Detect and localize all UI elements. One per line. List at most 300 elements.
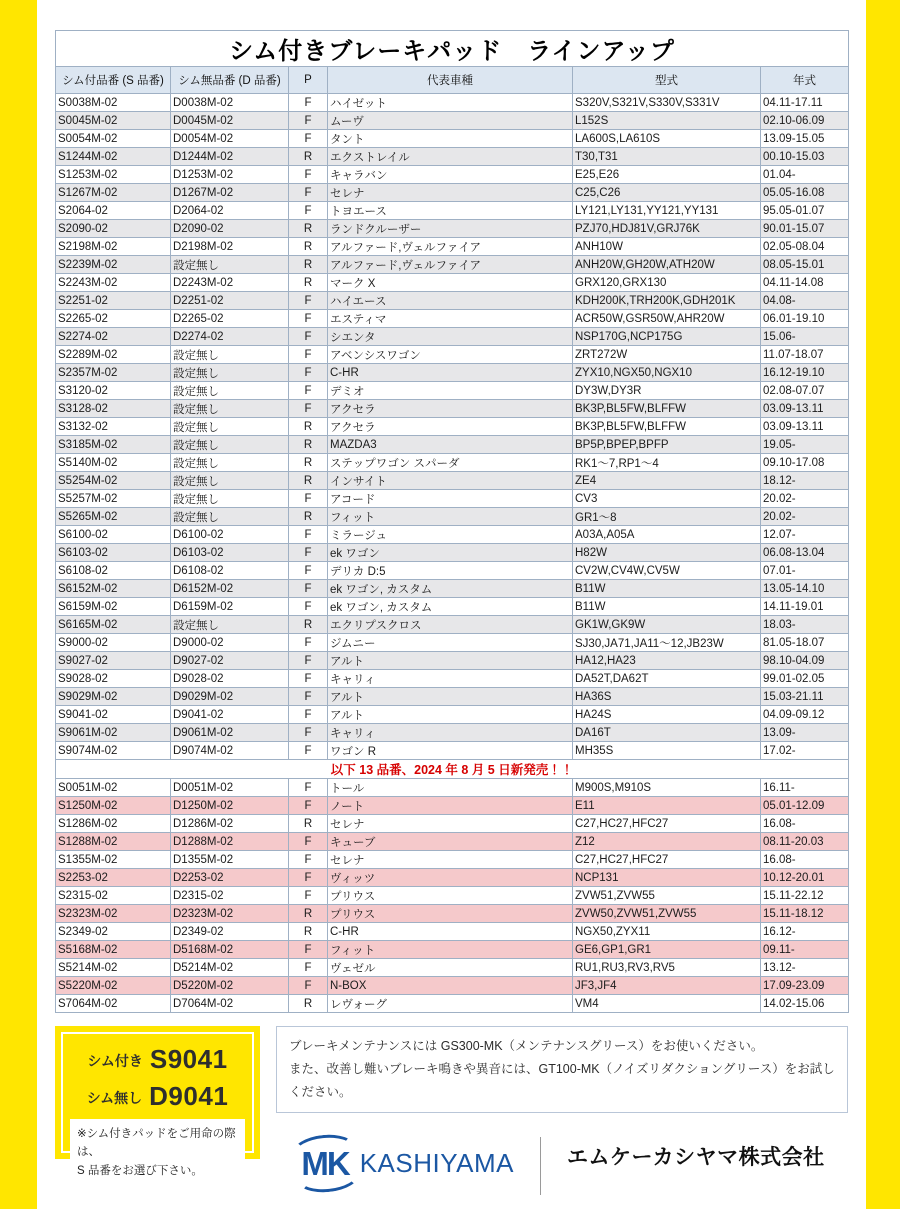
cell-position: F — [289, 869, 328, 887]
cell-model: フィット — [328, 508, 573, 526]
cell-position: R — [289, 238, 328, 256]
cell-position: R — [289, 508, 328, 526]
mk-logo-icon — [299, 1145, 350, 1183]
cell-year: 01.04- — [761, 166, 849, 184]
cell-d-part: D9029M-02 — [171, 688, 289, 706]
cell-year: 05.05-16.08 — [761, 184, 849, 202]
cell-position: F — [289, 184, 328, 202]
shim-with-label: シム付き — [87, 1053, 143, 1069]
cell-s-part: S2265-02 — [56, 310, 171, 328]
cell-s-part: S6103-02 — [56, 544, 171, 562]
footer-right-column — [276, 1026, 848, 1195]
cell-year: 09.10-17.08 — [761, 454, 849, 472]
cell-position: F — [289, 833, 328, 851]
col-header-position: P — [289, 67, 328, 94]
cell-s-part: S5140M-02 — [56, 454, 171, 472]
table-row — [56, 562, 849, 580]
cell-model: C-HR — [328, 923, 573, 941]
cell-model: ヴェゼル — [328, 959, 573, 977]
table-row — [56, 202, 849, 220]
cell-d-part: 設定無し — [171, 472, 289, 490]
title-row — [56, 31, 849, 67]
cell-model: エクリプスクロス — [328, 616, 573, 634]
cell-year: 08.05-15.01 — [761, 256, 849, 274]
cell-year: 15.11-18.12 — [761, 905, 849, 923]
cell-position: R — [289, 256, 328, 274]
cell-s-part: S9028-02 — [56, 670, 171, 688]
table-row — [56, 508, 849, 526]
lineup-table — [55, 30, 849, 1013]
cell-type: DY3W,DY3R — [573, 382, 761, 400]
grease-info-line1: ブレーキメンテナンスには GS300-MK（メンテナンスグリース）をお使いください。 — [289, 1039, 764, 1053]
cell-year: 20.02- — [761, 490, 849, 508]
cell-d-part: D5214M-02 — [171, 959, 289, 977]
cell-type: JF3,JF4 — [573, 977, 761, 995]
cell-year: 90.01-15.07 — [761, 220, 849, 238]
cell-position: F — [289, 634, 328, 652]
cell-d-part: D9074M-02 — [171, 742, 289, 760]
cell-model: トヨエース — [328, 202, 573, 220]
table-row — [56, 166, 849, 184]
cell-model: デミオ — [328, 382, 573, 400]
cell-s-part: S3128-02 — [56, 400, 171, 418]
cell-model: ヴィッツ — [328, 869, 573, 887]
table-row — [56, 815, 849, 833]
cell-type: ZVW50,ZVW51,ZVW55 — [573, 905, 761, 923]
table-row — [56, 724, 849, 742]
table-row — [56, 526, 849, 544]
table-row — [56, 292, 849, 310]
cell-type: ANH10W — [573, 238, 761, 256]
cell-year: 14.11-19.01 — [761, 598, 849, 616]
cell-model: ハイエース — [328, 292, 573, 310]
cell-position: F — [289, 706, 328, 724]
cell-position: F — [289, 652, 328, 670]
cell-type: B11W — [573, 580, 761, 598]
cell-model: キャリィ — [328, 724, 573, 742]
cell-s-part: S5220M-02 — [56, 977, 171, 995]
cell-d-part: D2198M-02 — [171, 238, 289, 256]
cell-s-part: S2323M-02 — [56, 905, 171, 923]
table-row — [56, 977, 849, 995]
cell-model: トール — [328, 779, 573, 797]
cell-d-part: D9028-02 — [171, 670, 289, 688]
cell-type: BP5P,BPEP,BPFP — [573, 436, 761, 454]
cell-year: 08.11-20.03 — [761, 833, 849, 851]
cell-type: Z12 — [573, 833, 761, 851]
cell-s-part: S2064-02 — [56, 202, 171, 220]
order-note-line1: ※シム付きパッドをご用命の際は、 — [77, 1128, 236, 1159]
cell-d-part: D9027-02 — [171, 652, 289, 670]
page-title: シム付きブレーキパッド ラインアップ — [56, 31, 849, 67]
cell-model: マーク X — [328, 274, 573, 292]
cell-position: F — [289, 580, 328, 598]
cell-s-part: S1286M-02 — [56, 815, 171, 833]
table-row — [56, 652, 849, 670]
cell-d-part: 設定無し — [171, 346, 289, 364]
cell-model: ミラージュ — [328, 526, 573, 544]
cell-type: LA600S,LA610S — [573, 130, 761, 148]
cell-type: ACR50W,GSR50W,AHR20W — [573, 310, 761, 328]
cell-d-part: D2315-02 — [171, 887, 289, 905]
cell-s-part: S5254M-02 — [56, 472, 171, 490]
cell-s-part: S6152M-02 — [56, 580, 171, 598]
cell-model: セレナ — [328, 851, 573, 869]
cell-model: ランドクルーザー — [328, 220, 573, 238]
cell-model: ジムニー — [328, 634, 573, 652]
shim-without-part-number: D9041 — [149, 1081, 229, 1111]
cell-d-part: D0045M-02 — [171, 112, 289, 130]
cell-model: デリカ D:5 — [328, 562, 573, 580]
cell-year: 81.05-18.07 — [761, 634, 849, 652]
cell-year: 04.09-09.12 — [761, 706, 849, 724]
cell-position: F — [289, 490, 328, 508]
table-row — [56, 742, 849, 760]
cell-s-part: S2349-02 — [56, 923, 171, 941]
cell-year: 98.10-04.09 — [761, 652, 849, 670]
cell-model: シエンタ — [328, 328, 573, 346]
cell-position: F — [289, 382, 328, 400]
table-body-main — [56, 94, 849, 760]
cell-year: 03.09-13.11 — [761, 418, 849, 436]
table-header-row — [56, 67, 849, 94]
cell-d-part: D2090-02 — [171, 220, 289, 238]
footer — [55, 1026, 848, 1195]
table-row — [56, 779, 849, 797]
cell-year: 99.01-02.05 — [761, 670, 849, 688]
cell-model: アクセラ — [328, 418, 573, 436]
new-release-banner: 以下 13 品番、2024 年 8 月 5 日新発売！！ — [56, 760, 849, 779]
cell-s-part: S0051M-02 — [56, 779, 171, 797]
lineup-table-wrap — [55, 30, 866, 1013]
cell-d-part: D1286M-02 — [171, 815, 289, 833]
cell-s-part: S1250M-02 — [56, 797, 171, 815]
cell-position: R — [289, 815, 328, 833]
table-row — [56, 238, 849, 256]
table-row — [56, 688, 849, 706]
cell-s-part: S2239M-02 — [56, 256, 171, 274]
cell-d-part: D1244M-02 — [171, 148, 289, 166]
cell-type: VM4 — [573, 995, 761, 1013]
cell-d-part: D5168M-02 — [171, 941, 289, 959]
cell-type: MH35S — [573, 742, 761, 760]
cell-year: 05.01-12.09 — [761, 797, 849, 815]
cell-d-part: 設定無し — [171, 382, 289, 400]
cell-year: 02.08-07.07 — [761, 382, 849, 400]
table-row — [56, 833, 849, 851]
table-row — [56, 418, 849, 436]
table-row — [56, 869, 849, 887]
cell-position: F — [289, 887, 328, 905]
cell-position: R — [289, 905, 328, 923]
cell-position: F — [289, 400, 328, 418]
cell-type: GRX120,GRX130 — [573, 274, 761, 292]
cell-type: BK3P,BL5FW,BLFFW — [573, 418, 761, 436]
table-row — [56, 436, 849, 454]
cell-s-part: S5168M-02 — [56, 941, 171, 959]
table-row — [56, 220, 849, 238]
cell-d-part: D0051M-02 — [171, 779, 289, 797]
cell-year: 16.08- — [761, 851, 849, 869]
table-row — [56, 328, 849, 346]
cell-position: F — [289, 742, 328, 760]
cell-model: アルト — [328, 688, 573, 706]
cell-s-part: S2090-02 — [56, 220, 171, 238]
cell-year: 15.06- — [761, 328, 849, 346]
cell-s-part: S3185M-02 — [56, 436, 171, 454]
cell-position: F — [289, 346, 328, 364]
cell-d-part: D9000-02 — [171, 634, 289, 652]
cell-position: R — [289, 436, 328, 454]
cell-position: R — [289, 995, 328, 1013]
table-row — [56, 148, 849, 166]
table-row — [56, 274, 849, 292]
table-row — [56, 184, 849, 202]
cell-position: F — [289, 526, 328, 544]
cell-s-part: S0054M-02 — [56, 130, 171, 148]
cell-s-part: S5265M-02 — [56, 508, 171, 526]
cell-position: R — [289, 220, 328, 238]
cell-d-part: 設定無し — [171, 256, 289, 274]
cell-type: RU1,RU3,RV3,RV5 — [573, 959, 761, 977]
cell-position: F — [289, 724, 328, 742]
cell-type: M900S,M910S — [573, 779, 761, 797]
table-row — [56, 598, 849, 616]
cell-d-part: D6100-02 — [171, 526, 289, 544]
cell-s-part: S3120-02 — [56, 382, 171, 400]
cell-type: ZRT272W — [573, 346, 761, 364]
cell-model: レヴォーグ — [328, 995, 573, 1013]
cell-s-part: S2198M-02 — [56, 238, 171, 256]
cell-year: 04.11-17.11 — [761, 94, 849, 112]
cell-year: 09.11- — [761, 941, 849, 959]
cell-type: H82W — [573, 544, 761, 562]
cell-d-part: D5220M-02 — [171, 977, 289, 995]
cell-type: ZVW51,ZVW55 — [573, 887, 761, 905]
cell-position: R — [289, 454, 328, 472]
cell-position: F — [289, 562, 328, 580]
table-row — [56, 112, 849, 130]
cell-s-part: S2253-02 — [56, 869, 171, 887]
cell-model: アルト — [328, 706, 573, 724]
cell-position: R — [289, 148, 328, 166]
order-note-line2: S 品番をお選び下さい。 — [77, 1164, 203, 1177]
cell-type: KDH200K,TRH200K,GDH201K — [573, 292, 761, 310]
cell-year: 16.12- — [761, 923, 849, 941]
cell-year: 17.02- — [761, 742, 849, 760]
table-row — [56, 580, 849, 598]
order-note — [70, 1119, 245, 1186]
grease-info-box — [276, 1026, 848, 1113]
cell-type: A03A,A05A — [573, 526, 761, 544]
cell-position: F — [289, 130, 328, 148]
cell-model: ハイゼット — [328, 94, 573, 112]
cell-year: 20.02- — [761, 508, 849, 526]
shim-with-part-number: S9041 — [149, 1044, 228, 1074]
mk-kashiyama-logo — [299, 1145, 514, 1183]
cell-s-part: S1267M-02 — [56, 184, 171, 202]
cell-model: エスティマ — [328, 310, 573, 328]
cell-year: 07.01- — [761, 562, 849, 580]
cell-year: 13.05-14.10 — [761, 580, 849, 598]
table-row — [56, 670, 849, 688]
cell-s-part: S1288M-02 — [56, 833, 171, 851]
cell-position: F — [289, 688, 328, 706]
table-row — [56, 995, 849, 1013]
cell-model: フィット — [328, 941, 573, 959]
cell-year: 00.10-15.03 — [761, 148, 849, 166]
cell-year: 16.12-19.10 — [761, 364, 849, 382]
cell-s-part: S5257M-02 — [56, 490, 171, 508]
cell-model: ノート — [328, 797, 573, 815]
mk-logo-letters: MK — [301, 1145, 349, 1183]
cell-year: 13.09- — [761, 724, 849, 742]
cell-d-part: D2323M-02 — [171, 905, 289, 923]
cell-position: F — [289, 364, 328, 382]
cell-d-part: D2253-02 — [171, 869, 289, 887]
table-row — [56, 616, 849, 634]
cell-s-part: S7064M-02 — [56, 995, 171, 1013]
cell-position: R — [289, 418, 328, 436]
cell-position: F — [289, 797, 328, 815]
table-row — [56, 634, 849, 652]
cell-model: アルファード,ヴェルファイア — [328, 238, 573, 256]
cell-d-part: 設定無し — [171, 508, 289, 526]
cell-type: LY121,LY131,YY121,YY131 — [573, 202, 761, 220]
cell-d-part: 設定無し — [171, 436, 289, 454]
cell-type: E25,E26 — [573, 166, 761, 184]
cell-year: 13.12- — [761, 959, 849, 977]
cell-position: F — [289, 941, 328, 959]
cell-year: 06.08-13.04 — [761, 544, 849, 562]
cell-position: F — [289, 598, 328, 616]
cell-d-part: D0054M-02 — [171, 130, 289, 148]
cell-type: B11W — [573, 598, 761, 616]
cell-s-part: S1253M-02 — [56, 166, 171, 184]
cell-position: F — [289, 779, 328, 797]
cell-position: F — [289, 670, 328, 688]
grease-info-line2: また、改善し難いブレーキ鳴きや異音には、GT100-MK（ノイズリダクショングリース）をお試しください。 — [289, 1062, 835, 1100]
cell-year: 03.09-13.11 — [761, 400, 849, 418]
cell-model: プリウス — [328, 905, 573, 923]
table-row — [56, 959, 849, 977]
promo-inner-frame — [61, 1032, 254, 1177]
cell-type: GE6,GP1,GR1 — [573, 941, 761, 959]
cell-d-part: D1253M-02 — [171, 166, 289, 184]
cell-s-part: S2289M-02 — [56, 346, 171, 364]
cell-d-part: D6152M-02 — [171, 580, 289, 598]
cell-position: F — [289, 328, 328, 346]
cell-type: NSP170G,NCP175G — [573, 328, 761, 346]
cell-d-part: D6108-02 — [171, 562, 289, 580]
table-row — [56, 905, 849, 923]
cell-d-part: 設定無し — [171, 490, 289, 508]
cell-position: F — [289, 977, 328, 995]
col-header-model: 代表車種 — [328, 67, 573, 94]
cell-s-part: S9041-02 — [56, 706, 171, 724]
cell-d-part: D0038M-02 — [171, 94, 289, 112]
cell-d-part: D2251-02 — [171, 292, 289, 310]
cell-type: NCP131 — [573, 869, 761, 887]
table-row — [56, 490, 849, 508]
cell-model: アコード — [328, 490, 573, 508]
cell-type: T30,T31 — [573, 148, 761, 166]
part-number-promo-box — [55, 1026, 260, 1177]
table-row — [56, 130, 849, 148]
cell-position: F — [289, 94, 328, 112]
cell-model: ワゴン R — [328, 742, 573, 760]
cell-year: 10.12-20.01 — [761, 869, 849, 887]
cell-type: C27,HC27,HFC27 — [573, 851, 761, 869]
cell-type: PZJ70,HDJ81V,GRJ76K — [573, 220, 761, 238]
cell-s-part: S9027-02 — [56, 652, 171, 670]
cell-d-part: D9061M-02 — [171, 724, 289, 742]
table-row — [56, 544, 849, 562]
cell-year: 02.05-08.04 — [761, 238, 849, 256]
cell-model: キューブ — [328, 833, 573, 851]
cell-s-part: S6100-02 — [56, 526, 171, 544]
cell-model: MAZDA3 — [328, 436, 573, 454]
cell-year: 16.11- — [761, 779, 849, 797]
cell-year: 17.09-23.09 — [761, 977, 849, 995]
cell-model: セレナ — [328, 815, 573, 833]
cell-type: NGX50,ZYX11 — [573, 923, 761, 941]
cell-s-part: S5214M-02 — [56, 959, 171, 977]
cell-model: ek ワゴン, カスタム — [328, 580, 573, 598]
cell-position: F — [289, 292, 328, 310]
table-body-new-release — [56, 779, 849, 1013]
cell-d-part: D6159M-02 — [171, 598, 289, 616]
table-row — [56, 472, 849, 490]
cell-type: CV3 — [573, 490, 761, 508]
cell-model: キャリィ — [328, 670, 573, 688]
cell-year: 11.07-18.07 — [761, 346, 849, 364]
table-row — [56, 706, 849, 724]
cell-s-part: S6108-02 — [56, 562, 171, 580]
cell-model: ek ワゴン — [328, 544, 573, 562]
cell-d-part: D6103-02 — [171, 544, 289, 562]
cell-type: BK3P,BL5FW,BLFFW — [573, 400, 761, 418]
cell-d-part: D1288M-02 — [171, 833, 289, 851]
cell-model: アクセラ — [328, 400, 573, 418]
cell-model: アルト — [328, 652, 573, 670]
table-row — [56, 94, 849, 112]
cell-type: S320V,S321V,S330V,S331V — [573, 94, 761, 112]
cell-year: 02.10-06.09 — [761, 112, 849, 130]
cell-year: 15.03-21.11 — [761, 688, 849, 706]
cell-position: F — [289, 544, 328, 562]
table-row — [56, 364, 849, 382]
cell-s-part: S6159M-02 — [56, 598, 171, 616]
cell-position: F — [289, 202, 328, 220]
table-row — [56, 887, 849, 905]
col-header-type: 型式 — [573, 67, 761, 94]
cell-year: 95.05-01.07 — [761, 202, 849, 220]
cell-type: SJ30,JA71,JA11～12,JB23W — [573, 634, 761, 652]
cell-d-part: D2265-02 — [171, 310, 289, 328]
shim-with-line — [70, 1044, 245, 1075]
cell-s-part: S9029M-02 — [56, 688, 171, 706]
company-name: エムケーカシヤマ株式会社 — [567, 1146, 825, 1170]
cell-type: ZYX10,NGX50,NGX10 — [573, 364, 761, 382]
cell-d-part: 設定無し — [171, 364, 289, 382]
cell-s-part: S1244M-02 — [56, 148, 171, 166]
cell-year: 18.03- — [761, 616, 849, 634]
cell-year: 15.11-22.12 — [761, 887, 849, 905]
cell-type: HA12,HA23 — [573, 652, 761, 670]
cell-model: アルファード,ヴェルファイア — [328, 256, 573, 274]
table-row — [56, 346, 849, 364]
